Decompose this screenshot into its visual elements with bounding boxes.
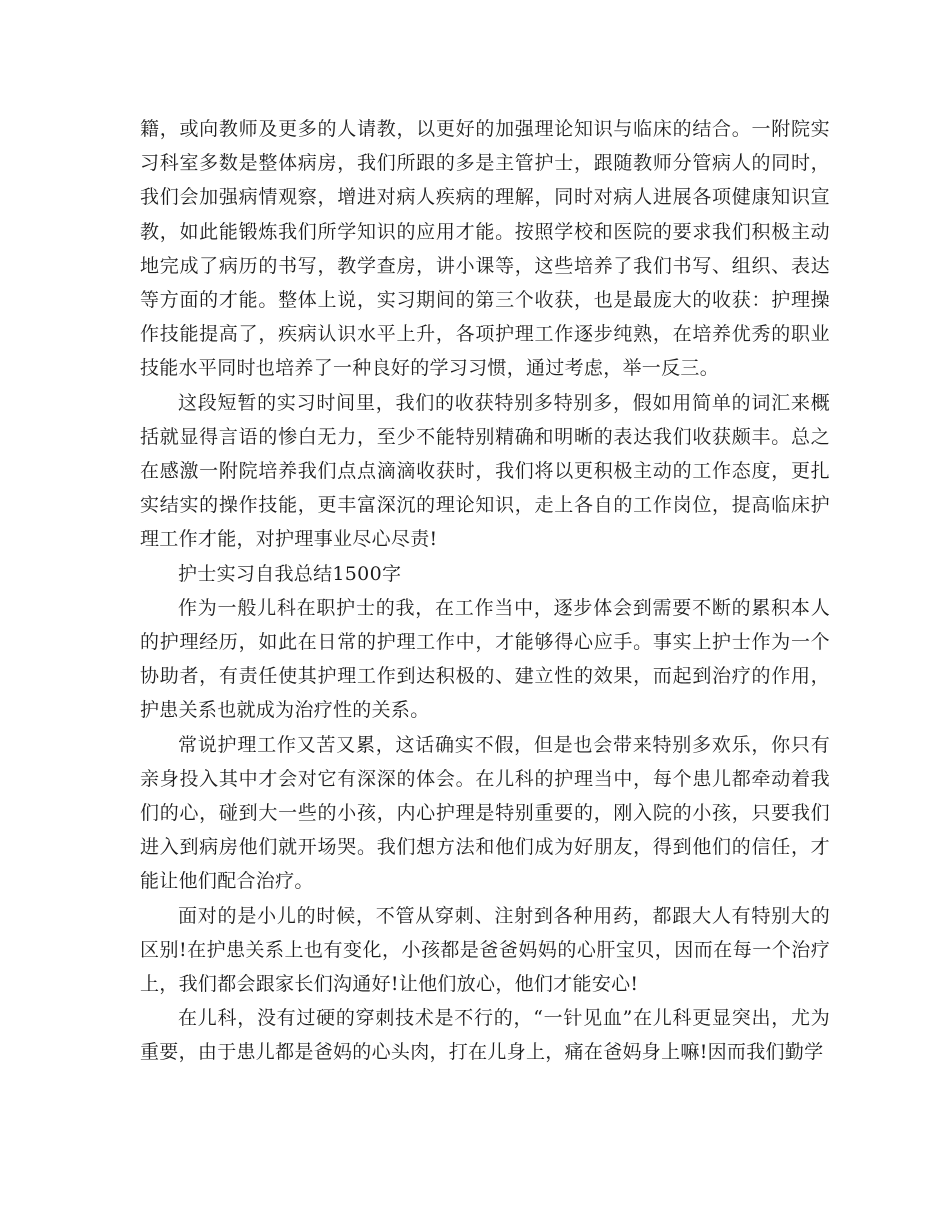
paragraph-continuation: 籍，或向教师及更多的人请教，以更好的加强理论知识与临床的结合。一附院实习科室多数是整体病房，我们所跟的多是主管护士，跟随教师分管病人的同时，我们会加强病情观察，增进对病人疾病的理解，同时对病人进展各项健康知识宣教，如此能锻炼我们所学知识的应用才能。按照学校和医院的要求我们积极主动地完成了病历的书写，教学查房，讲小课等，这些培养了我们书写、组织、表达等方面的才能。整体上说，实习期间的第三个收获，也是最庞大的收获：护理操作技能提高了，疾病认识水平上升，各项护理工作逐步纯熟，在培养优秀的职业技能水平同时也培养了一种良好的学习习惯，通过考虑，举一反三。 bbox=[140, 118, 830, 380]
paragraph-children-care: 面对的是小儿的时候，不管从穿刺、注射到各种用药，都跟大人有特别大的区别!在护患关系上也有变化，小孩都是爸爸妈妈的心肝宝贝，因而在每一个治疗上，我们都会跟家长们沟通好!让他们放心，他们才能安心! bbox=[140, 904, 830, 996]
paragraph-summary: 这段短暂的实习时间里，我们的收获特别多特别多，假如用简单的词汇来概括就显得言语的惨白无力，至少不能特别精确和明晰的表达我们收获颇丰。总之在感激一附院培养我们点点滴滴收获时，我们将以更积极主动的工作态度，更扎实结实的操作技能，更丰富深沉的理论知识，走上各自的工作岗位，提高临床护理工作才能，对护理事业尽心尽责! bbox=[140, 391, 830, 551]
section-heading: 护士实习自我总结1500字 bbox=[178, 562, 402, 585]
document-body bbox=[140, 112, 830, 1070]
paragraph-work-experience: 常说护理工作又苦又累，这话确实不假，但是也会带来特别多欢乐，你只有亲身投入其中才会对它有深深的体会。在儿科的护理当中，每个患儿都牵动着我们的心，碰到大一些的小孩，内心护理是特别重要的，刚入院的小孩，只要我们进入到病房他们就开场哭。我们想方法和他们成为好朋友，得到他们的信任，才能让他们配合治疗。 bbox=[140, 733, 830, 893]
paragraph-intro: 作为一般儿科在职护士的我，在工作当中，逐步体会到需要不断的累积本人的护理经历，如此在日常的护理工作中，才能够得心应手。事实上护士作为一个协助者，有责任使其护理工作到达积极的、建立性的效果，而起到治疗的作用，护患关系也就成为治疗性的关系。 bbox=[140, 596, 830, 722]
paragraph-puncture-skill: 在儿科，没有过硬的穿刺技术是不行的，“一针见血”在儿科更显突出，尤为重要，由于患儿都是爸妈的心头肉，打在儿身上，痛在爸妈身上嘛!因而我们勤学 bbox=[140, 1007, 830, 1064]
